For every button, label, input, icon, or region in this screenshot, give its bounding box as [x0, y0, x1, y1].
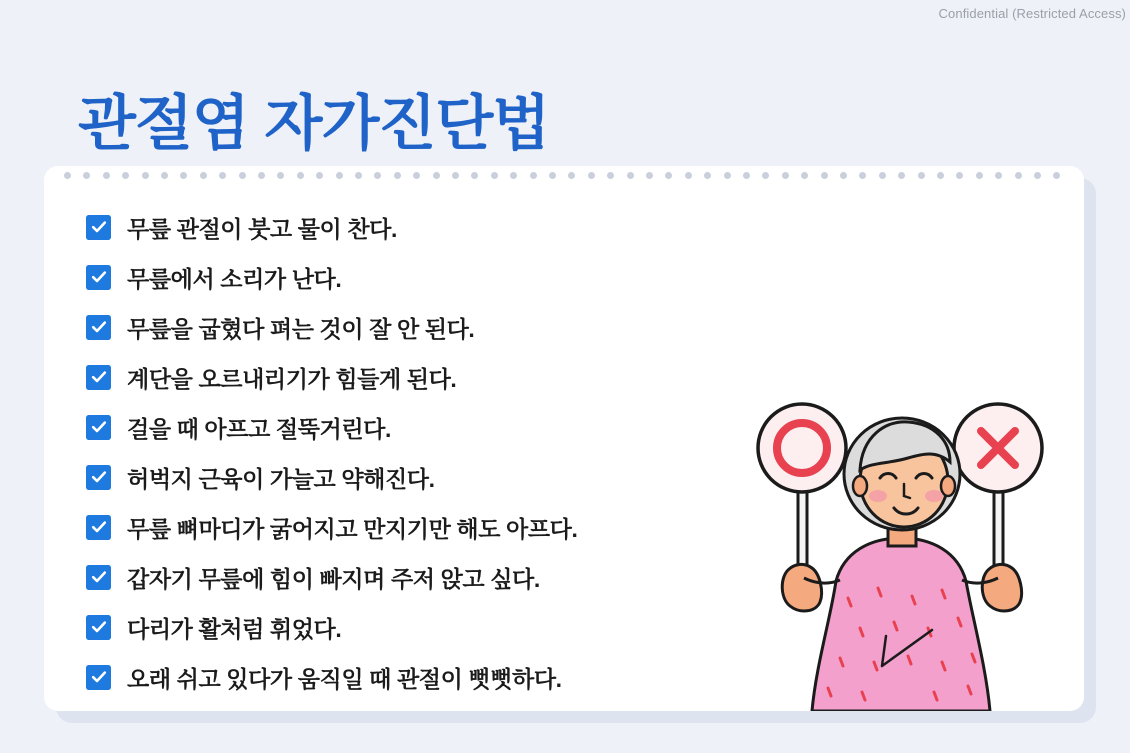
perforation-dot	[646, 172, 653, 179]
perforation-dot	[918, 172, 925, 179]
illustration-person-with-signs	[736, 366, 1066, 711]
checkbox-checked-icon[interactable]	[86, 215, 111, 240]
checklist-item[interactable]	[86, 452, 746, 502]
perforation-dot	[180, 172, 187, 179]
checkbox-checked-icon[interactable]	[86, 265, 111, 290]
checkbox-checked-icon[interactable]	[86, 315, 111, 340]
perforation-dot	[297, 172, 304, 179]
confidential-watermark: Confidential (Restricted Access)	[938, 6, 1126, 21]
checkbox-checked-icon[interactable]	[86, 615, 111, 640]
checklist-item[interactable]	[86, 602, 746, 652]
checklist-item[interactable]	[86, 202, 746, 252]
perforation-dot	[103, 172, 110, 179]
perforation-dot	[394, 172, 401, 179]
perforation-dot	[762, 172, 769, 179]
checklist-item-label: 무릎을 굽혔다 펴는 것이 잘 안 된다.	[127, 315, 475, 342]
checklist-item-label: 다리가 활처럼 휘었다.	[127, 615, 342, 642]
checklist-item-label: 허벅지 근육이 가늘고 약해진다.	[127, 465, 435, 492]
perforation-dot	[782, 172, 789, 179]
perforation-dot	[471, 172, 478, 179]
perforation-dot	[510, 172, 517, 179]
checklist-item[interactable]	[86, 402, 746, 452]
perforation-dot	[627, 172, 634, 179]
checklist-item-label: 걸을 때 아프고 절뚝거린다.	[127, 415, 391, 442]
checklist-item-label: 오래 쉬고 있다가 움직일 때 관절이 뻣뻣하다.	[127, 665, 562, 692]
perforation-dot	[859, 172, 866, 179]
perforation-dot	[219, 172, 226, 179]
perforation-dot	[64, 172, 71, 179]
perforation-dot	[801, 172, 808, 179]
perforation-dot	[413, 172, 420, 179]
perforation-dot	[588, 172, 595, 179]
checklist-item[interactable]	[86, 252, 746, 302]
perforation-dot	[277, 172, 284, 179]
checklist-item[interactable]	[86, 502, 746, 552]
perforation-dot	[530, 172, 537, 179]
perforation-dot	[83, 172, 90, 179]
checkbox-checked-icon[interactable]	[86, 465, 111, 490]
perforation-dot	[336, 172, 343, 179]
checklist-item[interactable]	[86, 302, 746, 352]
checkbox-checked-icon[interactable]	[86, 565, 111, 590]
perforation-dot	[161, 172, 168, 179]
perforation-dot	[956, 172, 963, 179]
checklist-item-label: 무릎 관절이 붓고 물이 찬다.	[127, 215, 397, 242]
perforation-dot	[685, 172, 692, 179]
page-title: 관절염 자가진단법	[78, 90, 550, 158]
perforation-dot	[976, 172, 983, 179]
perforation-dot	[879, 172, 886, 179]
perforation-dot	[568, 172, 575, 179]
perforation-dot	[665, 172, 672, 179]
checklist-item[interactable]	[86, 552, 746, 602]
perforation-dot	[704, 172, 711, 179]
perforation-dot	[549, 172, 556, 179]
perforation-dot	[607, 172, 614, 179]
perforation-dot	[724, 172, 731, 179]
perforation-dot	[743, 172, 750, 179]
checklist-item[interactable]	[86, 352, 746, 402]
perforation-dot	[898, 172, 905, 179]
perforation-dot	[821, 172, 828, 179]
perforation-dot	[200, 172, 207, 179]
perforation-dot	[355, 172, 362, 179]
checklist-item-label: 무릎 뼈마디가 굵어지고 만지기만 해도 아프다.	[127, 515, 578, 542]
perforation-dot	[995, 172, 1002, 179]
checklist-card	[44, 166, 1084, 711]
checklist-item[interactable]	[86, 652, 746, 702]
perforation-dot	[122, 172, 129, 179]
perforation-dot	[142, 172, 149, 179]
checkbox-checked-icon[interactable]	[86, 515, 111, 540]
checkbox-checked-icon[interactable]	[86, 415, 111, 440]
perforation-dot	[840, 172, 847, 179]
perforation-dot	[1034, 172, 1041, 179]
checklist-item-label: 갑자기 무릎에 힘이 빠지며 주저 앉고 싶다.	[127, 565, 540, 592]
checklist-item-label: 무릎에서 소리가 난다.	[127, 265, 342, 292]
checkbox-checked-icon[interactable]	[86, 665, 111, 690]
perforation-dot	[316, 172, 323, 179]
checkbox-checked-icon[interactable]	[86, 365, 111, 390]
symptom-checklist	[86, 202, 746, 702]
perforation-dot	[374, 172, 381, 179]
perforation-dot	[1053, 172, 1060, 179]
perforation-dot	[937, 172, 944, 179]
perforation-dot	[258, 172, 265, 179]
perforation-dots	[44, 166, 1084, 192]
checklist-item-label: 계단을 오르내리기가 힘들게 된다.	[127, 365, 457, 392]
perforation-dot	[452, 172, 459, 179]
perforation-dot	[433, 172, 440, 179]
perforation-dot	[491, 172, 498, 179]
perforation-dot	[1015, 172, 1022, 179]
perforation-dot	[239, 172, 246, 179]
